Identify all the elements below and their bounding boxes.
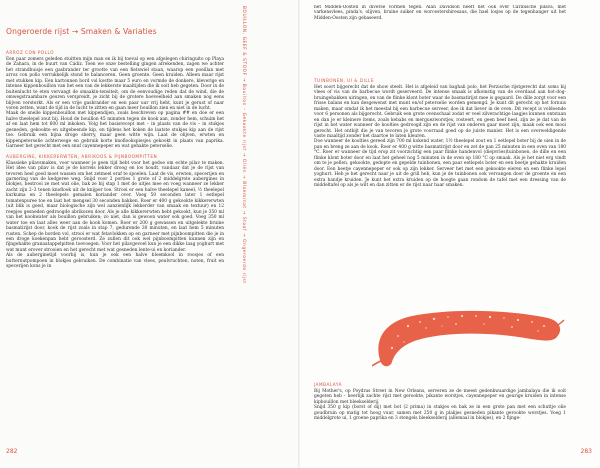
paragraph-arroz-con-pollo: Een paar zomers geleden stuitten mijn man en ik bij toeval op een afgelegen chiringuito op Playa de Zahara, in de buurt van Cádiz. Toen we onze bestelling gingen afrekenden, zagen we achter het strandhuisje een gasbrander ter grootte van een fietswiel staan, waarop een poeillan met arroz con pollo verrukkelijk stond te balanceren. Geen groente. Geen kruiden. Alleen maar rijst met stukken kip. Een kartonnen bord vol kostte maar 5 euro en vormde de donkere, kleverige en intense kippenbouillon van het een van de lekkerste maaltijden die ik ooit heb gegeten. Door in de buitenlucht te eten vervangt de smaakin-tensiteit, om de eenvoudige reden dat de wind, die de omwegstraambare geuren verspreidt, je zicht bij de grotere hoeveelheid aan smaken nog eens blijven versterkt. Als er een vrije gasbrander en een paar uur vrij hebt, kunt je gerust of naar voren zetten, want de tijd in de lucht te zitten en gaan meer bouillon zien en niet in de lucht. Maak de snelle kippenbouillon met kippendijen, zoals beschreven op pagina ## en doe er een halve theelepel zout bij. Houd de bouillon 45 minuten tegen de kook aan, zonder hem, schuim het af en laat hem tot 600 ml inkoken. Volg het basisrecept met – in plaats van de vis – in stukjes gesneden, gekookte en uitgebeende kip, en tijdens het koken de laatste stukjes kip aan de rijst toe. Gebruik een bijna droge sherry, maar geen witte wijn. Laat de olijven, erwten en kippenpeterselie achterwege en gebruik korte knoflookspiesjes gekookt in plaats van paprika. Garneer het gerecht met een snuf cayennepeper en wat gehakte peterselie. [6, 56, 224, 150]
right-bottom-column [314, 378, 566, 448]
right-page [300, 0, 600, 468]
right-intro-text: het Midden-Oosten in diverse vormen tegen. Alan Davidson heeft het ook over Caribische pilava, met varkensvlees, pinda's, olijven, bruine suiker en worcestershiresaus, die hael losjes op de tegenhanger uit het Midden-Oosten zijn gebaseerd. [314, 5, 566, 21]
page-number-left: 282 [6, 448, 18, 455]
paragraph-tuinbonen: Het soort bijgerecht dat de show steelt. Het is afgeleid van baghali polo, het Perzische rijstgerecht dat soms bij vlees of vis van de barbecue wordt geserveerd. De intense smaak is afkomstig van de overdaad aan hot-dog-bruingebakken uiringen, en van de flinke klont boter waar de basmatirijst mee is gegaard. De dille zorgt voor een frisse balans en kan desgewenst met munt en/of peterselie worden gemengd. Je kunt dit gerecht op het fornuis maken, maar omdat ik het meestal bij een barbecue serveer, doe ik dat liever in de oven. Dit recept is voldoende voor 6 personen als bijgerecht. Gebruik een grote ovenschaal zodat er veel zilverachtige laagjes kunnen ontstaan en dan je er kleinere items, zoals kebabs en merguezworstjes, rosteert, en geen beef heel, zijn ze je dat van de rijst in het water wanneer de koolties gedroogd zijn en de rijst van onderen gaar moet zijn, maak ook een mooi gerecht. Het ontbijt die je van tevoren je grote voorraad goed op de juiste manier. Het is een overweldigende vaste maaltijd zonder het daartoe te laten kleuren. Doe wanneer de koolties gereed zijn 700 ml kokend water, 1½ theelepel zout en 1 eetlepel boter bij de uien in de pan en breng ze aan de kook. Roer er 400 g witte basmatirijst door en zet de pan 25 minuten in een oven van 180 °C. Roer er wanneer de tijd erop zit voorzichtig een paar flinke handenvol (diepvries)tuinbonen, de dille en een flinke klont boter door en laat het geheel nog 5 minuten in de oven op 180 °C op smaak. Als je het niet erg vindt om te je pellen, gekookte, gedopte en gepelde tuinbonen, een paar eetlepels boter en een beetje gehakte kruiden door. Een beetje cayennepeper er ook op zijn lekker. Serveer het met een gekookte eieren en een flinke lepel yoghurt. Heb je het gerecht naar je uit de grill heb, kun je de tuinbonen ook vervangen door de groente en een extra handje kruiden. Je kunt het extra kruiden op de hoogte gaan rondom de tafel met een dressing van de middeltafel op als je wilt en dan zitten er de rijst naar haar smaken. [314, 84, 566, 189]
subheading-tuinbonen: TUINBONEN, UI & DILLE [314, 78, 375, 83]
right-content [314, 0, 574, 468]
paragraph-aubergine: Klassieke pilavsmaken, voor wanneer je geen tijd hebt voor het gedoe om echte pilav te maken. Het idee van pilav is dat je de korrels lekker droog en los houdt, vandaar dat je de rijst van tevoren heel goed moet wassen om het zetmeel eraf te spoelen. Laat de vis, erwten, specerijen en garnering van de kedgeree weg. Snijd voor 2 porties 1 grote of 2 middelgrote aubergines in blokjes, bestrooi ze met wat olie, bak ze bij stap 1 met de uitjes mee en voeg wanneer ze lekker zacht zijn 2–3 tenen knoflook uit de knijper toe. Strooi er een halve theelepel kaneel, ½ theelepel kurkuma en 2 theelepels gemalen koriander over. Voeg 50 seconden later 1 eetlepel tomatenpuree toe en laat het mengsel 30 seconden bakken. Roer er 400 g gekookte kikkererwten (uit blik is goed, maar biologische zijn wel aanzienlijk lekkerder van smaak en textuur) en 12 reepjes gesneden gedroogde abrikozen door. Als je alle kikkererwten hebt gekookt, kun je 350 ml van het kookwater als bouillon gebruiken; zo niet, dan is gewoon water ook goed. Voeg 350 ml water toe en laat alles weer aan de kook komen. Roer er 200 g gewassen en uitgelekte bruine basmatirijst door, kook de rijst zoals in stap 7, gedurende 30 minuten, en laat hem 5 minuten rusten. Schep de borden vol, strooi er wat fetavlokken op en garneer met pijnboompitten die je in een droge koekenpan hebt geroosterd. Ze zullen dit ook wel pijnboompitten kunnen zijn en fijngehakte granaatappelpitten toevoegen. Voor het pilavgevoel kun je een dikke laag yoghurt met wat munt erover strooien en het gerecht met wat gesneden lente-ui en koriander. Als de auberginetijd voorbij is, kun je ook een halve bloemkool in roosjes of een butternutpompoen in blokjes gebruiken. De combinatie van vlees, peulvruchten, noten, fruit en specerijen kons je in [6, 160, 224, 270]
paragraph-jambalaya: Bij Mother's, op Poydras Street in New Orleans, serveren ze de meest gedenkwaardige jambalaya die ik ooit gegeten heb – heerlijk zachte rijst met gerookte, pikante worstjes, cayennepeper en geurige kruiden in intense kipbouillon met bleekselderij. Snijd 350 g kip (borst of dij) met bot (2 prima) in stukjes en bak ze in een grote pan met een schuttje olie goudbruin op matig tot hoog vuur, samen met 250 g in plakjes gesneden pikante gerookte worstjes. Voeg 1 middelgrote ui, 1 groene paprika en 3 stengels bleekselderij (allemaal in blokjes), en 2 fijnge- [314, 388, 566, 422]
subheading-jambalaya: JAMBALAYA [314, 382, 342, 387]
left-text-column [6, 46, 224, 442]
subheading-aubergine: AUBERGINE, KIKKERERWTEN, ABRIKOOS & PIJNBOOMPITTEN [6, 153, 158, 159]
sausage-illustration [372, 300, 568, 370]
running-section-label: BOUILLON, GEEF & STOOF → Bouillon – Gekookte rijst → Oliën → Bloem/nat → Stoof → Ongeroerde rijst [241, 6, 246, 284]
subheading-arroz-con-pollo: ARROZ CON POLLO [6, 50, 54, 55]
chapter-heading: Ongeroerde rijst → Smaken & Variaties [6, 27, 157, 36]
right-main-column [314, 74, 566, 292]
page-number-right: 283 [580, 448, 592, 455]
